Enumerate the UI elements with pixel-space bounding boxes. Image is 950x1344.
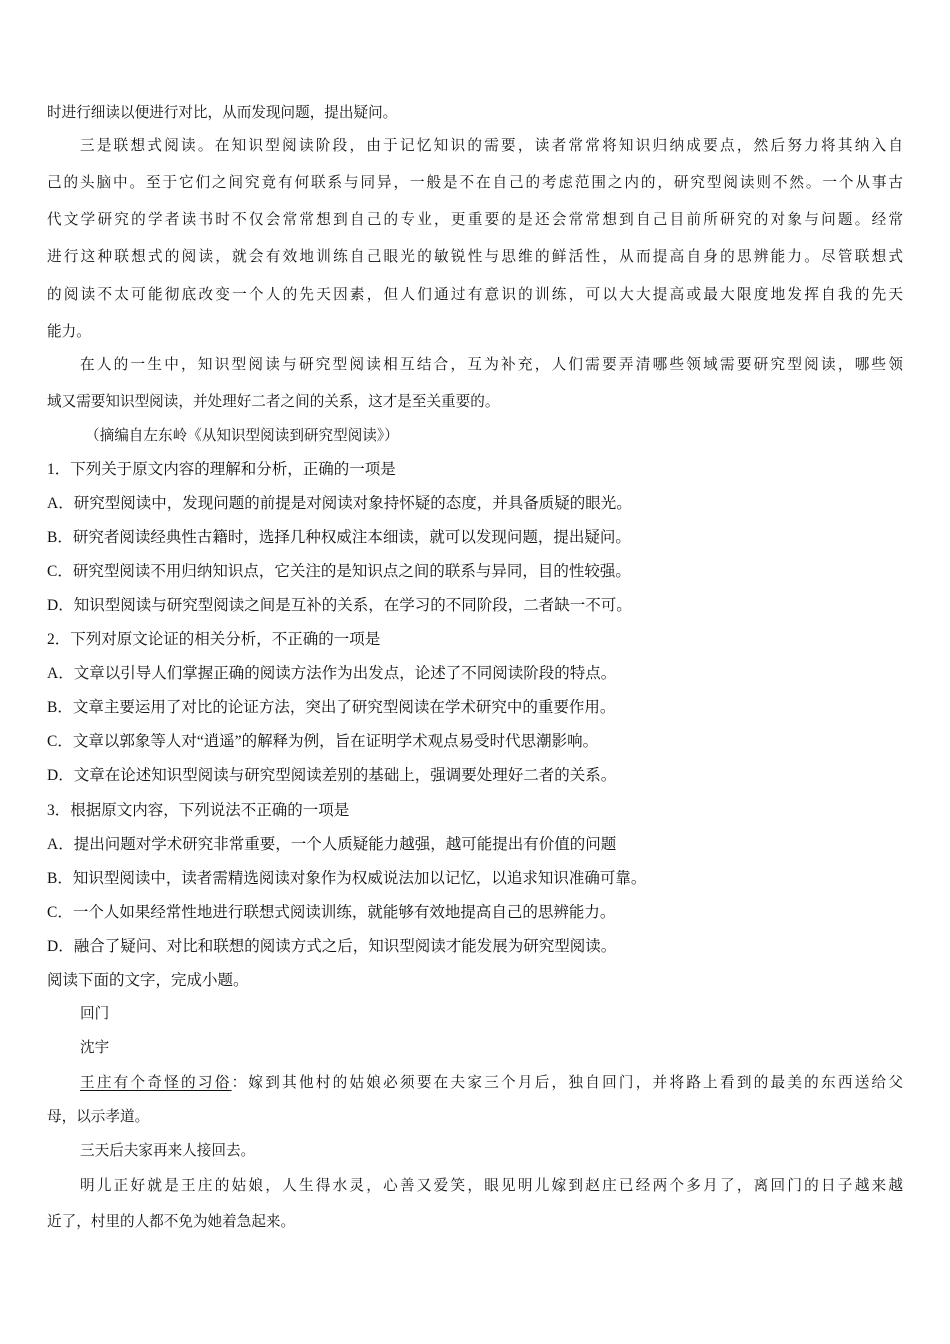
story-author: 沈宇	[80, 1039, 110, 1056]
passage-line: 己的头脑中。至于它们之间究竟有何联系与同异，一般是不在自己的考虑范围之内的，研究型阅读则不然。一个从事古	[47, 174, 903, 191]
reading-instruction: 阅读下面的文字，完成小题。	[47, 972, 249, 989]
story-paragraph-1	[80, 1073, 903, 1093]
story-paragraph-3: 明儿正好就是王庄的姑娘，人生得水灵，心善又爱笑，眼见明儿嫁到赵庄已经两个多月了，离回门的日子越来越	[80, 1177, 903, 1194]
question-option: C．一个人如果经常性地进行联想式阅读训练，就能够有效地提高自己的思辨能力。	[47, 904, 616, 921]
question-stem: 2．下列对原文论证的相关分析，不正确的一项是	[47, 631, 381, 648]
question-option: C．研究型阅读不用归纳知识点，它关注的是知识点之间的联系与异同，目的性较强。	[47, 563, 631, 580]
passage-line: 进行这种联想式的阅读，就会有效地训练自己眼光的敏锐性与思维的鲜活性，从而提高自身的思辨能力。尽管联想式	[47, 248, 903, 265]
passage-line: 的阅读不太可能彻底改变一个人的先天因素，但人们通过有意识的训练，可以大大提高或最大限度地发挥自我的先天	[47, 286, 903, 303]
story-line: 母，以示孝道。	[47, 1108, 150, 1125]
question-option: D．文章在论述知识型阅读与研究型阅读差别的基础上，强调要处理好二者的关系。	[47, 767, 617, 784]
passage-line: 域又需要知识型阅读，并处理好二者之间的关系，这才是至关重要的。	[47, 393, 500, 410]
passage-line: 时进行细读以便进行对比，从而发现问题，提出疑问。	[47, 104, 398, 121]
question-option: D．知识型阅读与研究型阅读之间是互补的关系，在学习的不同阶段，二者缺一不可。	[47, 597, 632, 614]
question-option: D．融合了疑问、对比和联想的阅读方式之后，知识型阅读才能发展为研究型阅读。	[47, 938, 617, 955]
question-option: A．提出问题对学术研究非常重要，一个人质疑能力越强，越可能提出有价值的问题	[47, 836, 617, 853]
question-stem: 1．下列关于原文内容的理解和分析，正确的一项是	[47, 461, 396, 478]
story-line: 近了，村里的人都不免为她着急起来。	[47, 1213, 296, 1230]
question-option: A．研究型阅读中，发现问题的前提是对阅读对象持怀疑的态度，并具备质疑的眼光。	[47, 495, 632, 512]
question-option: B．知识型阅读中，读者需精选阅读对象作为权威说法加以记忆，以追求知识准确可靠。	[47, 870, 647, 887]
passage-source: （摘编自左东岭《从知识型阅读到研究型阅读》）	[85, 427, 399, 444]
passage-line: 能力。	[47, 323, 91, 340]
story-title: 回门	[80, 1005, 110, 1022]
underlined-phrase: 王庄有个奇怪的习俗	[80, 1074, 232, 1091]
passage-line: 代文学研究的学者读书时不仅会常常想到自己的专业，更重要的是还会常常想到自己目前所研究的对象与问题。经常	[47, 211, 903, 228]
question-stem: 3．根据原文内容，下列说法不正确的一项是	[47, 802, 350, 819]
question-option: A．文章以引导人们掌握正确的阅读方法作为出发点，论述了不同阅读阶段的特点。	[47, 665, 617, 682]
story-text: ：嫁到其他村的姑娘必须要在夫家三个月后，独自回门，并将路上看到的最美的东西送给父	[231, 1074, 903, 1091]
story-paragraph-2: 三天后夫家再来人接回去。	[80, 1142, 256, 1159]
passage-paragraph-start: 在人的一生中，知识型阅读与研究型阅读相互结合，互为补充，人们需要弄清哪些领域需要研究型阅读，哪些领	[80, 356, 903, 373]
question-option: B．文章主要运用了对比的论证方法，突出了研究型阅读在学术研究中的重要作用。	[47, 699, 616, 716]
question-option: B．研究者阅读经典性古籍时，选择几种权威注本细读，就可以发现问题，提出疑问。	[47, 529, 631, 546]
question-option: C．文章以郭象等人对“逍遥”的解释为例，旨在证明学术观点易受时代思潮影响。	[47, 733, 599, 750]
passage-paragraph-start: 三是联想式阅读。在知识型阅读阶段，由于记忆知识的需要，读者常常将知识归纳成要点，然后努力将其纳入自	[80, 137, 903, 154]
